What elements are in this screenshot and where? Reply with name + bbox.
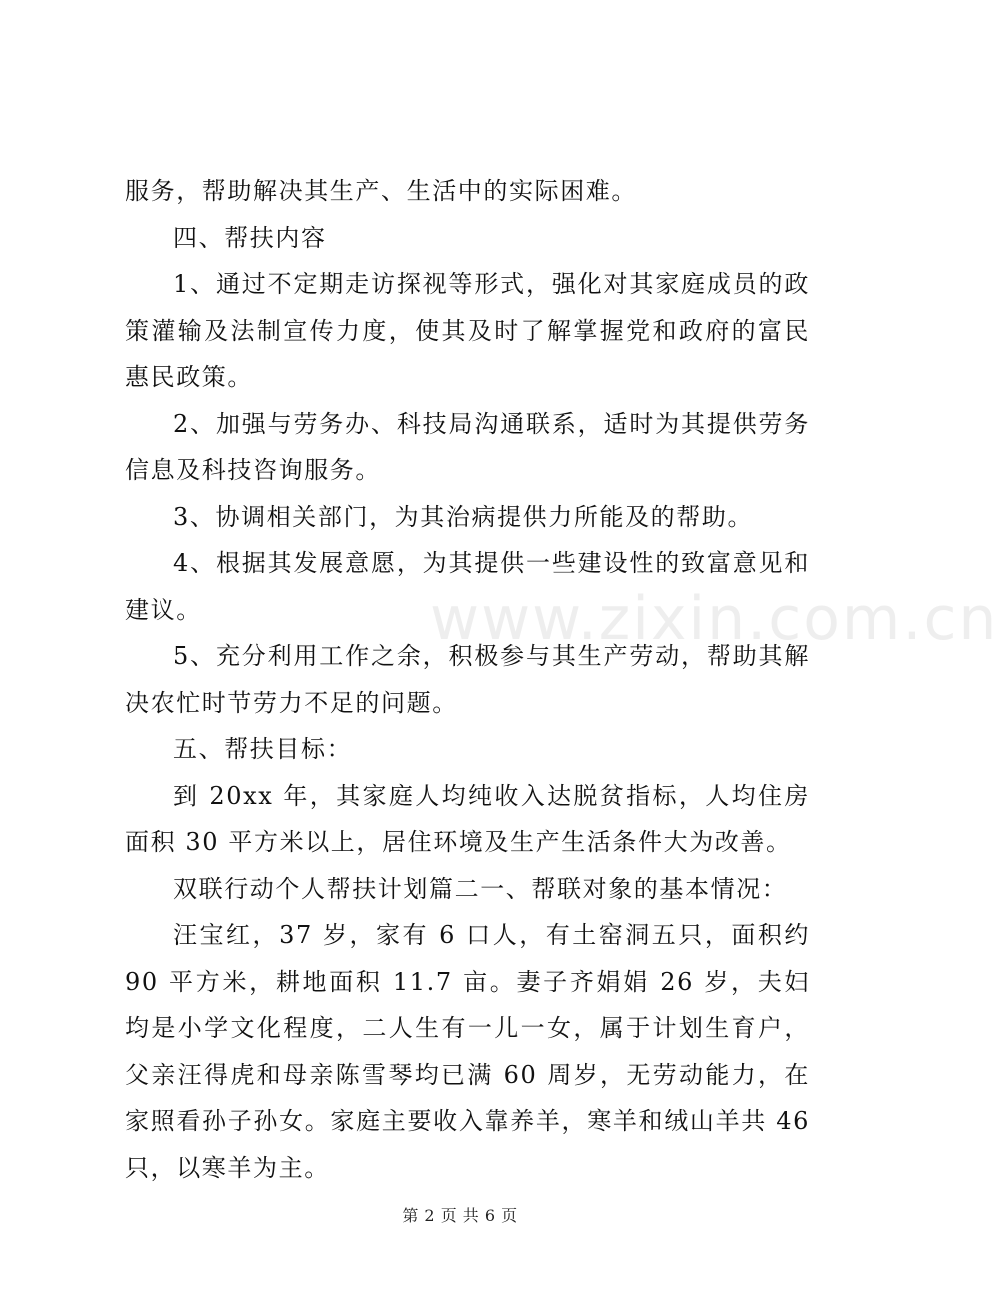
watermark: www.zixin.com.cn	[430, 584, 998, 654]
paragraph-plan-two-heading: 双联行动个人帮扶计划篇二一、帮联对象的基本情况：	[173, 874, 788, 903]
list-item-5: 5、充分利用工作之余，积极参与其生产劳动，帮助其解决农忙时节劳力不足的问题。	[125, 642, 810, 717]
paragraph-continuation: 服务，帮助解决其生产、生活中的实际困难。	[125, 177, 637, 205]
section-heading-help-content: 四、帮扶内容	[173, 223, 327, 252]
list-item-2: 2、加强与劳务办、科技局沟通联系，适时为其提供劳务信息及科技咨询服务。	[125, 409, 810, 484]
section-heading-help-goal: 五、帮扶目标：	[173, 735, 353, 763]
paragraph-goal: 到 20xx 年，其家庭人均纯收入达脱贫指标，人均住房面积 30 平方米以上，居住环境及生产生活条件大为改善。	[125, 781, 810, 856]
document-body	[125, 168, 810, 1191]
list-item-1: 1、通过不定期走访探视等形式，强化对其家庭成员的政策灌输及法制宣传力度，使其及时了解掌握党和政府的富民惠民政策。	[125, 270, 810, 391]
list-item-3: 3、协调相关部门，为其治病提供力所能及的帮助。	[173, 502, 754, 531]
paragraph-basic-situation: 汪宝红，37 岁，家有 6 口人，有土窑洞五只，面积约 90 平方米，耕地面积 11.7 亩。妻子齐娟娟 26 岁，夫妇均是小学文化程度，二人生有一儿一女，属于计划生育户，父亲汪得虎和母亲陈雪琴均已满 60 周岁，无劳动能力，在家照看孙子孙女。家庭主要收入靠养羊，寒羊和绒山羊共 46 只，以寒羊为主。	[125, 921, 810, 1182]
list-item-4: 4、根据其发展意愿，为其提供一些建设性的致富意见和建议。	[125, 549, 810, 624]
page-footer: 第 2 页 共 6 页	[402, 1206, 518, 1225]
